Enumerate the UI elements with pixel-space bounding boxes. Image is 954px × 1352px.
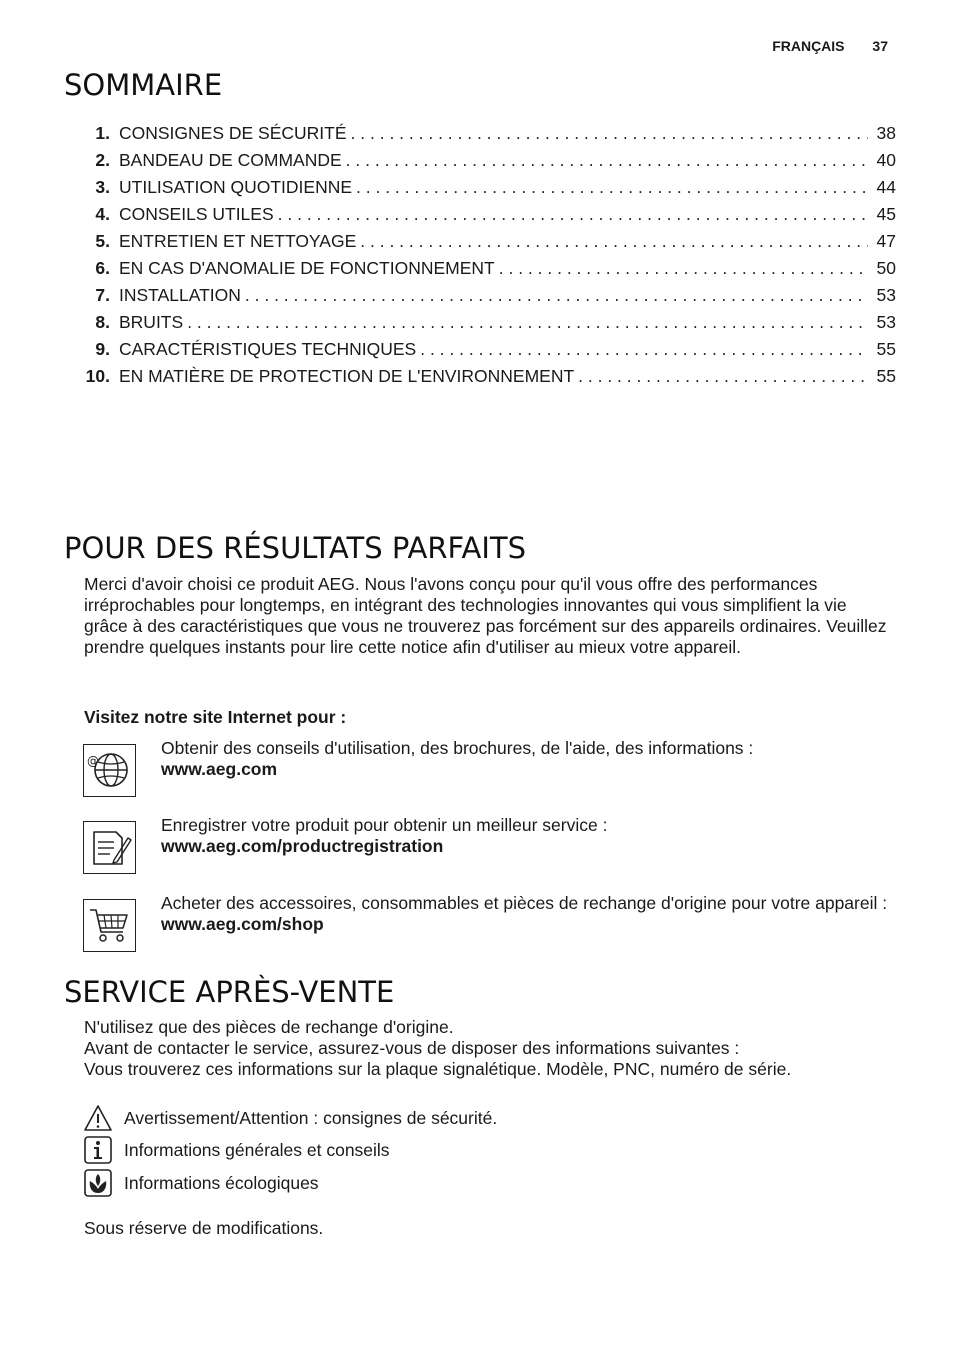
toc-title: EN MATIÈRE DE PROTECTION DE L'ENVIRONNEMENT — [119, 366, 575, 386]
toc-entry[interactable] — [78, 201, 896, 228]
link-text: Acheter des accessoires, consommables et pièces de rechange d'origine pour votre appareil : — [161, 893, 888, 913]
toc-page: 47 — [876, 231, 896, 251]
link-description — [161, 893, 895, 935]
toc-entry[interactable] — [78, 363, 896, 390]
toc-leader — [578, 363, 868, 390]
globe-icon — [83, 744, 136, 797]
toc-entry[interactable] — [78, 336, 896, 363]
toc-number: 4. — [95, 204, 110, 224]
toc-leader — [278, 201, 868, 228]
toc-title: BANDEAU DE COMMANDE — [119, 150, 342, 170]
visit-label: Visitez notre site Internet pour : — [84, 707, 347, 727]
toc-number: 9. — [95, 339, 110, 359]
service-line: N'utilisez que des pièces de rechange d'origine. — [84, 1017, 454, 1037]
intro-paragraph: Merci d'avoir choisi ce produit AEG. Nous l'avons conçu pour qu'il vous offre des performances irréprochables pour longtemps, en intégrant des technologies innovantes qui vous simplifient la vie grâce à des caractéristiques que vous ne trouverez pas forcément sur des appareils ordinaires. Veuillez prendre quelques instants pour lire cette notice afin d'utiliser au mieux votre appareil. — [84, 574, 887, 657]
toc-page: 55 — [876, 366, 896, 386]
toc-leader — [356, 174, 868, 201]
legend-eco — [84, 1169, 684, 1199]
toc-leader — [499, 255, 868, 282]
toc-number: 10. — [85, 366, 110, 386]
page-header — [772, 38, 888, 54]
toc-number: 8. — [95, 312, 110, 332]
toc-title: CARACTÉRISTIQUES TECHNIQUES — [119, 339, 417, 359]
toc-leader — [351, 120, 868, 147]
link-row-shop — [83, 893, 895, 959]
toc-leader — [187, 309, 868, 336]
toc-page: 44 — [876, 177, 896, 197]
toc-title: CONSEILS UTILES — [119, 204, 274, 224]
shopping-cart-icon — [83, 899, 136, 952]
toc-leader — [346, 147, 868, 174]
results-heading: POUR DES RÉSULTATS PARFAITS — [64, 531, 527, 565]
disclaimer: Sous réserve de modifications. — [84, 1218, 324, 1238]
service-heading: SERVICE APRÈS-VENTE — [64, 975, 395, 1009]
toc-entry[interactable] — [78, 282, 896, 309]
toc-title: UTILISATION QUOTIDIENNE — [119, 177, 353, 197]
warning-icon — [84, 1104, 112, 1132]
toc-number: 6. — [95, 258, 110, 278]
toc-leader — [360, 228, 868, 255]
toc-entry[interactable] — [78, 120, 896, 147]
toc-title: BRUITS — [119, 312, 184, 332]
shop-link[interactable]: www.aeg.com/shop — [161, 914, 324, 934]
toc-page: 55 — [876, 339, 896, 359]
toc-leader — [420, 336, 868, 363]
toc-page: 53 — [876, 285, 896, 305]
toc-leader — [245, 282, 868, 309]
toc-title: CONSIGNES DE SÉCURITÉ — [119, 123, 347, 143]
service-line: Vous trouverez ces informations sur la plaque signalétique. Modèle, PNC, numéro de série. — [84, 1059, 792, 1079]
link-text: Enregistrer votre produit pour obtenir un meilleur service : — [161, 815, 608, 835]
link-description — [161, 815, 895, 857]
toc-number: 1. — [95, 123, 110, 143]
link-row-info — [83, 738, 895, 804]
toc-page: 45 — [876, 204, 896, 224]
toc-page: 50 — [876, 258, 896, 278]
toc-title: INSTALLATION — [119, 285, 241, 305]
toc-entry[interactable] — [78, 255, 896, 282]
legend-label: Avertissement/Attention : consignes de sécurité. — [124, 1108, 498, 1128]
legend-warning — [84, 1104, 684, 1134]
toc-number: 3. — [95, 177, 110, 197]
toc-number: 7. — [95, 285, 110, 305]
toc-title: ENTRETIEN ET NETTOYAGE — [119, 231, 357, 251]
registration-form-icon — [83, 821, 136, 874]
legend-label: Informations écologiques — [124, 1173, 319, 1193]
toc-page: 53 — [876, 312, 896, 332]
eco-icon — [84, 1169, 112, 1197]
toc-entry[interactable] — [78, 309, 896, 336]
page-number: 37 — [872, 38, 888, 54]
link-description — [161, 738, 895, 780]
service-line: Avant de contacter le service, assurez-vous de disposer des informations suivantes : — [84, 1038, 740, 1058]
toc-page: 38 — [876, 123, 896, 143]
toc-entry[interactable] — [78, 228, 896, 255]
link-row-registration — [83, 815, 895, 881]
table-of-contents — [78, 120, 896, 390]
product-registration-link[interactable]: www.aeg.com/productregistration — [161, 836, 444, 856]
toc-entry[interactable] — [78, 174, 896, 201]
toc-page: 40 — [876, 150, 896, 170]
toc-number: 5. — [95, 231, 110, 251]
svg-text:@: @ — [87, 754, 99, 768]
toc-entry[interactable] — [78, 147, 896, 174]
language-label: FRANÇAIS — [772, 38, 845, 54]
legend-info — [84, 1136, 684, 1166]
link-text: Obtenir des conseils d'utilisation, des brochures, de l'aide, des informations : — [161, 738, 754, 758]
legend-label: Informations générales et conseils — [124, 1140, 390, 1160]
toc-heading: SOMMAIRE — [64, 68, 223, 102]
aeg-website-link[interactable]: www.aeg.com — [161, 759, 278, 779]
info-icon — [84, 1136, 112, 1164]
toc-title: EN CAS D'ANOMALIE DE FONCTIONNEMENT — [119, 258, 495, 278]
toc-number: 2. — [95, 150, 110, 170]
